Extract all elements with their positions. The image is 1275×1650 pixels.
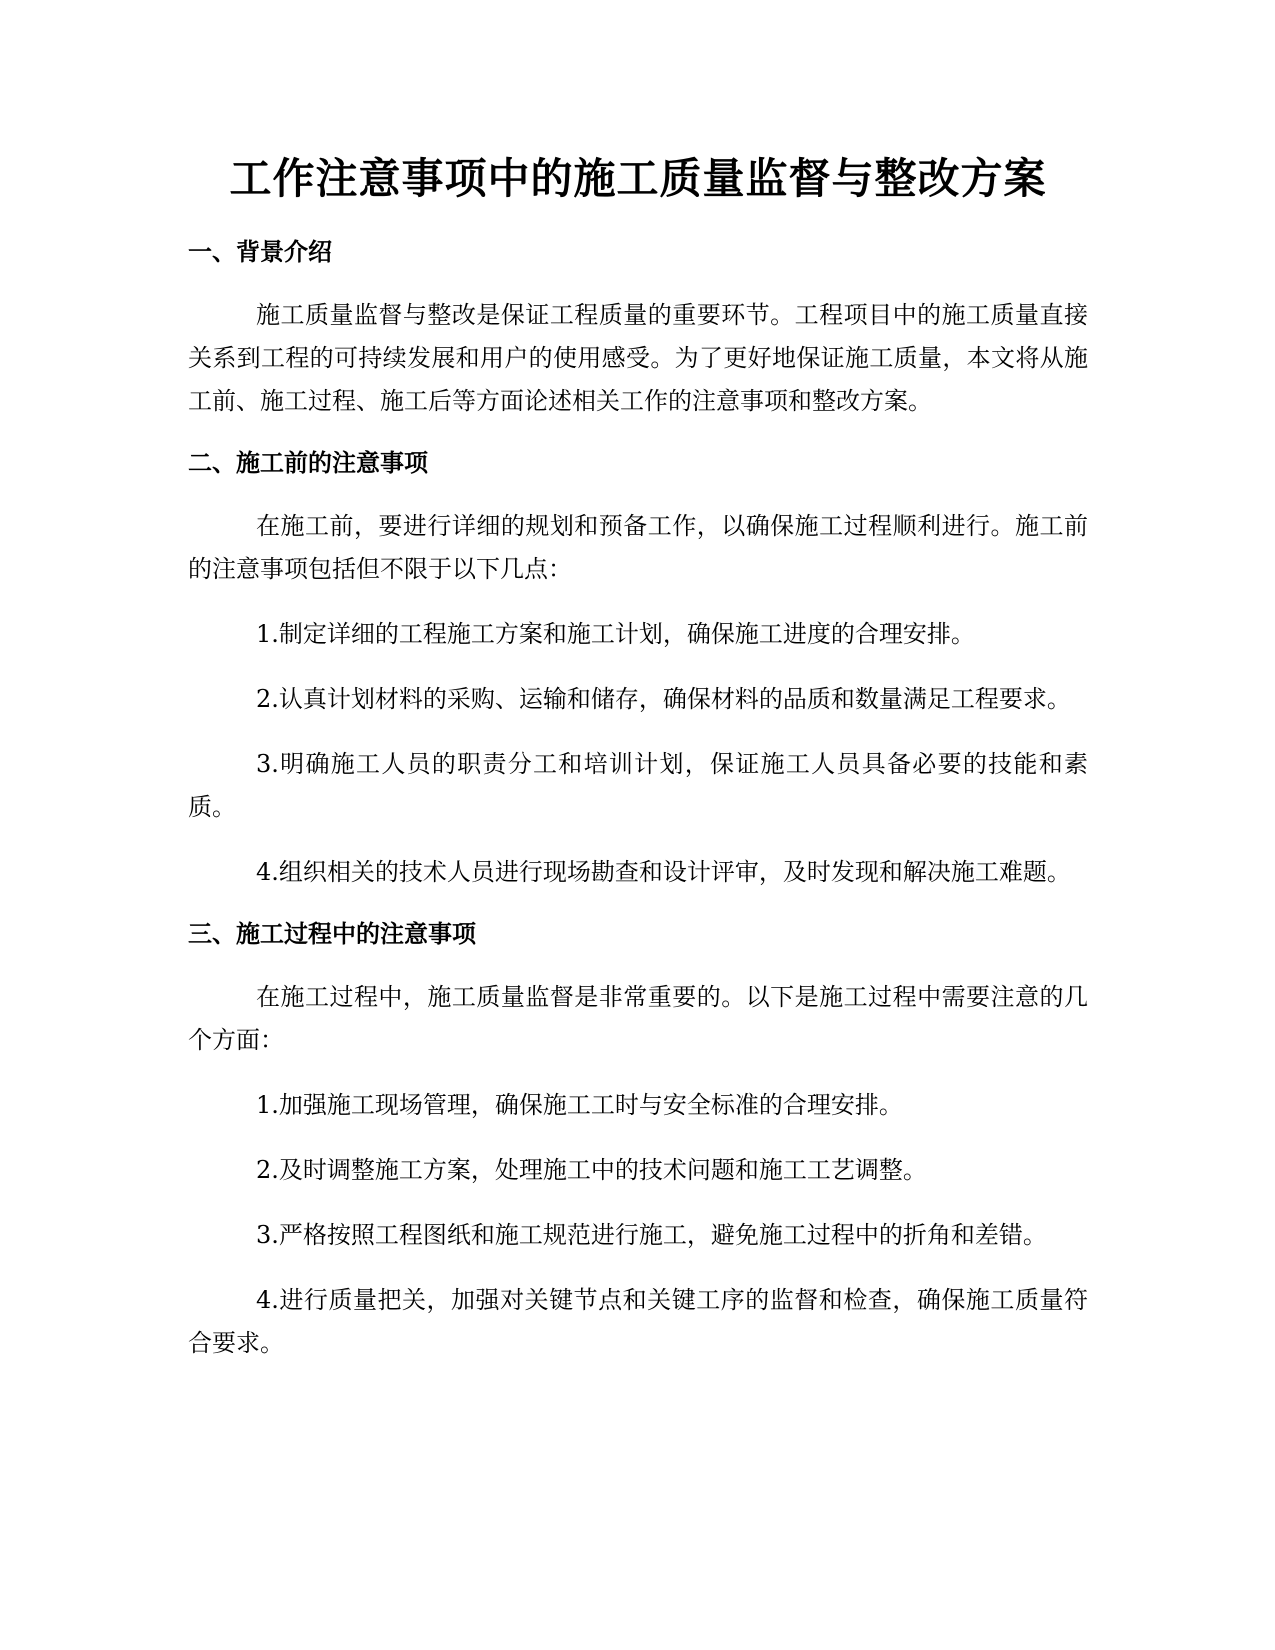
paragraph: 在施工过程中，施工质量监督是非常重要的。以下是施工过程中需要注意的几个方面： [188, 983, 1088, 1054]
section-pre-construction [188, 445, 1088, 894]
list-item: 1.制定详细的工程施工方案和施工计划，确保施工进度的合理安排。 [256, 620, 975, 648]
section-during-construction [188, 916, 1088, 1365]
section-heading: 三、施工过程中的注意事项 [188, 920, 476, 948]
list-item: 4.组织相关的技术人员进行现场勘查和设计评审，及时发现和解决施工难题。 [256, 858, 1071, 886]
section-background [188, 234, 1088, 423]
section-heading: 一、背景介绍 [188, 238, 332, 266]
section-heading: 二、施工前的注意事项 [188, 449, 428, 477]
paragraph: 施工质量监督与整改是保证工程质量的重要环节。工程项目中的施工质量直接关系到工程的可持续发展和用户的使用感受。为了更好地保证施工质量，本文将从施工前、施工过程、施工后等方面论述相关工作的注意事项和整改方案。 [188, 301, 1088, 415]
document-title: 工作注意事项中的施工质量监督与整改方案 [229, 154, 1047, 203]
list-item: 1.加强施工现场管理，确保施工工时与安全标准的合理安排。 [256, 1091, 903, 1119]
paragraph: 在施工前，要进行详细的规划和预备工作，以确保施工过程顺利进行。施工前的注意事项包括但不限于以下几点： [188, 512, 1088, 583]
list-item: 3.严格按照工程图纸和施工规范进行施工，避免施工过程中的折角和差错。 [256, 1221, 1047, 1249]
list-item: 4.进行质量把关，加强对关键节点和关键工序的监督和检查，确保施工质量符合要求。 [188, 1286, 1088, 1357]
document-body [188, 148, 1088, 1387]
list-item: 2.及时调整施工方案，处理施工中的技术问题和施工工艺调整。 [256, 1156, 927, 1184]
list-item: 3.明确施工人员的职责分工和培训计划，保证施工人员具备必要的技能和素质。 [188, 750, 1088, 821]
list-item: 2.认真计划材料的采购、运输和储存，确保材料的品质和数量满足工程要求。 [256, 685, 1071, 713]
